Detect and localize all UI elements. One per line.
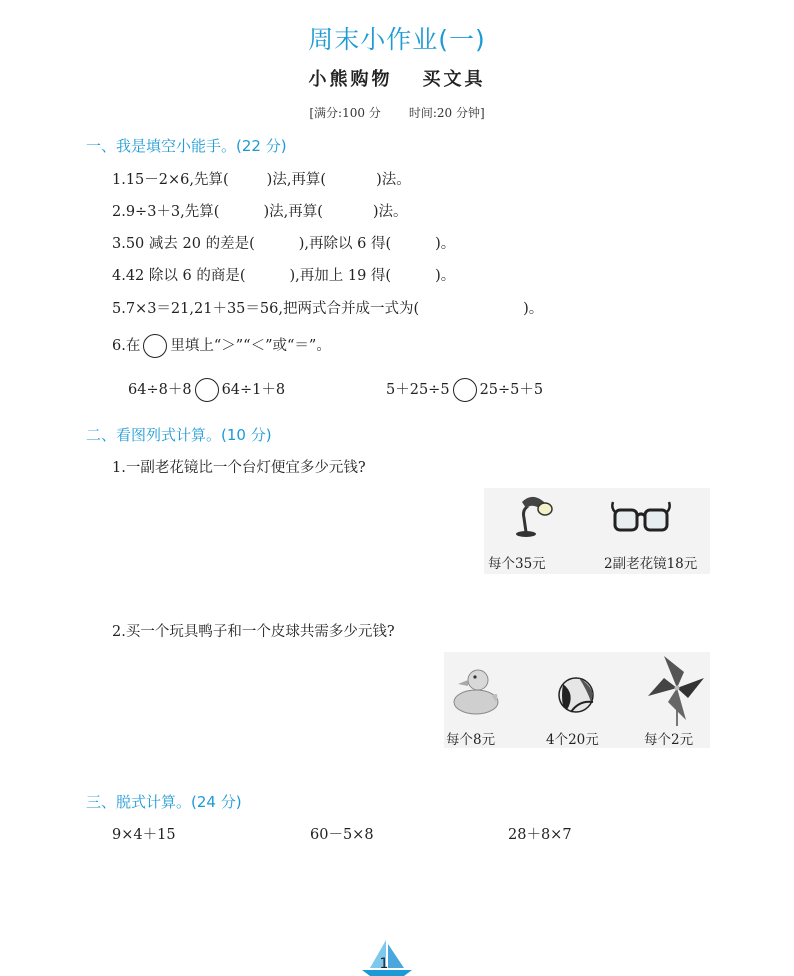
q1-3-part-b: ),再除以 6 得( xyxy=(298,236,392,252)
score-time-line xyxy=(0,104,794,121)
q1-4-part-a: 4.42 除以 6 的商是( xyxy=(112,268,246,284)
calc-expression-2: 60－5×8 xyxy=(310,827,374,843)
question-1-2 xyxy=(112,200,408,221)
glasses-price-caption: 2副老花镜18元 xyxy=(604,556,698,572)
q1-3-part-a: 3.50 减去 20 的差是( xyxy=(112,236,255,252)
ball-price-caption: 4个20元 xyxy=(546,732,599,748)
q1-2-part-b: )法,再算( xyxy=(263,204,323,220)
subtitle-left: 小熊购物 xyxy=(308,69,393,90)
page-number-badge xyxy=(358,938,416,976)
compare-item-2 xyxy=(386,378,543,402)
compare-item-1 xyxy=(128,378,285,402)
question-1-3 xyxy=(112,232,455,253)
q1-3-part-c: )。 xyxy=(435,236,456,252)
question-2-1: 1.一副老花镜比一个台灯便宜多少元钱? xyxy=(112,460,366,476)
q1-6-part-b: 里填上“＞”“＜”或“＝”。 xyxy=(170,338,331,354)
q1-2-part-a: 2.9÷3＋3,先算( xyxy=(112,204,220,220)
q1-5-part-b: )。 xyxy=(523,301,544,317)
question-1-1 xyxy=(112,168,411,189)
page-number: 1 xyxy=(379,956,389,972)
q1-5-part-a: 5.7×3＝21,21＋35＝56,把两式合并成一式为( xyxy=(112,301,420,317)
q1-1-part-b: )法,再算( xyxy=(266,172,327,188)
lamp-price-caption: 每个35元 xyxy=(488,556,546,572)
desk-lamp-icon xyxy=(508,492,556,540)
section-2-heading: 二、看图列式计算。(10 分) xyxy=(86,426,272,444)
compare-2-right: 25÷5＋5 xyxy=(479,382,544,398)
pinwheel-price-caption: 每个2元 xyxy=(644,732,694,748)
compare-1-right: 64÷1＋8 xyxy=(221,382,286,398)
question-2-2: 2.买一个玩具鸭子和一个皮球共需多少元钱? xyxy=(112,624,395,640)
calc-expression-3: 28＋8×7 xyxy=(508,827,572,843)
calc-expression-1: 9×4＋15 xyxy=(112,827,176,843)
pinwheel-icon xyxy=(644,654,706,726)
question-1-6 xyxy=(112,334,331,358)
q1-2-part-c: )法。 xyxy=(372,204,408,220)
duck-price-caption: 每个8元 xyxy=(446,732,496,748)
compare-1-left: 64÷8＋8 xyxy=(128,382,192,398)
subtitle-right: 买文具 xyxy=(422,69,486,90)
section-1-heading: 一、我是填空小能手。(22 分) xyxy=(86,137,287,155)
toy-duck-icon xyxy=(448,666,500,716)
ball-icon xyxy=(557,676,595,714)
full-score: [满分:100 分 xyxy=(309,106,381,120)
compare-circle[interactable] xyxy=(195,378,219,402)
q1-6-part-a: 6.在 xyxy=(112,338,141,354)
worksheet-title: 周末小作业(一) xyxy=(308,25,486,54)
compare-2-left: 5＋25÷5 xyxy=(386,382,450,398)
q1-4-part-c: )。 xyxy=(435,268,456,284)
q1-1-part-c: )法。 xyxy=(376,172,411,188)
glasses-icon xyxy=(610,498,672,536)
section-3-heading: 三、脱式计算。(24 分) xyxy=(86,793,242,811)
compare-circle[interactable] xyxy=(453,378,477,402)
time-limit: 时间:20 分钟] xyxy=(408,106,485,120)
circle-symbol xyxy=(143,334,167,358)
question-1-5 xyxy=(112,297,543,318)
question-1-4 xyxy=(112,264,455,285)
q1-1-part-a: 1.15－2×6,先算( xyxy=(112,172,229,188)
q1-4-part-b: ),再加上 19 得( xyxy=(289,268,392,284)
worksheet-subtitle xyxy=(0,65,794,91)
